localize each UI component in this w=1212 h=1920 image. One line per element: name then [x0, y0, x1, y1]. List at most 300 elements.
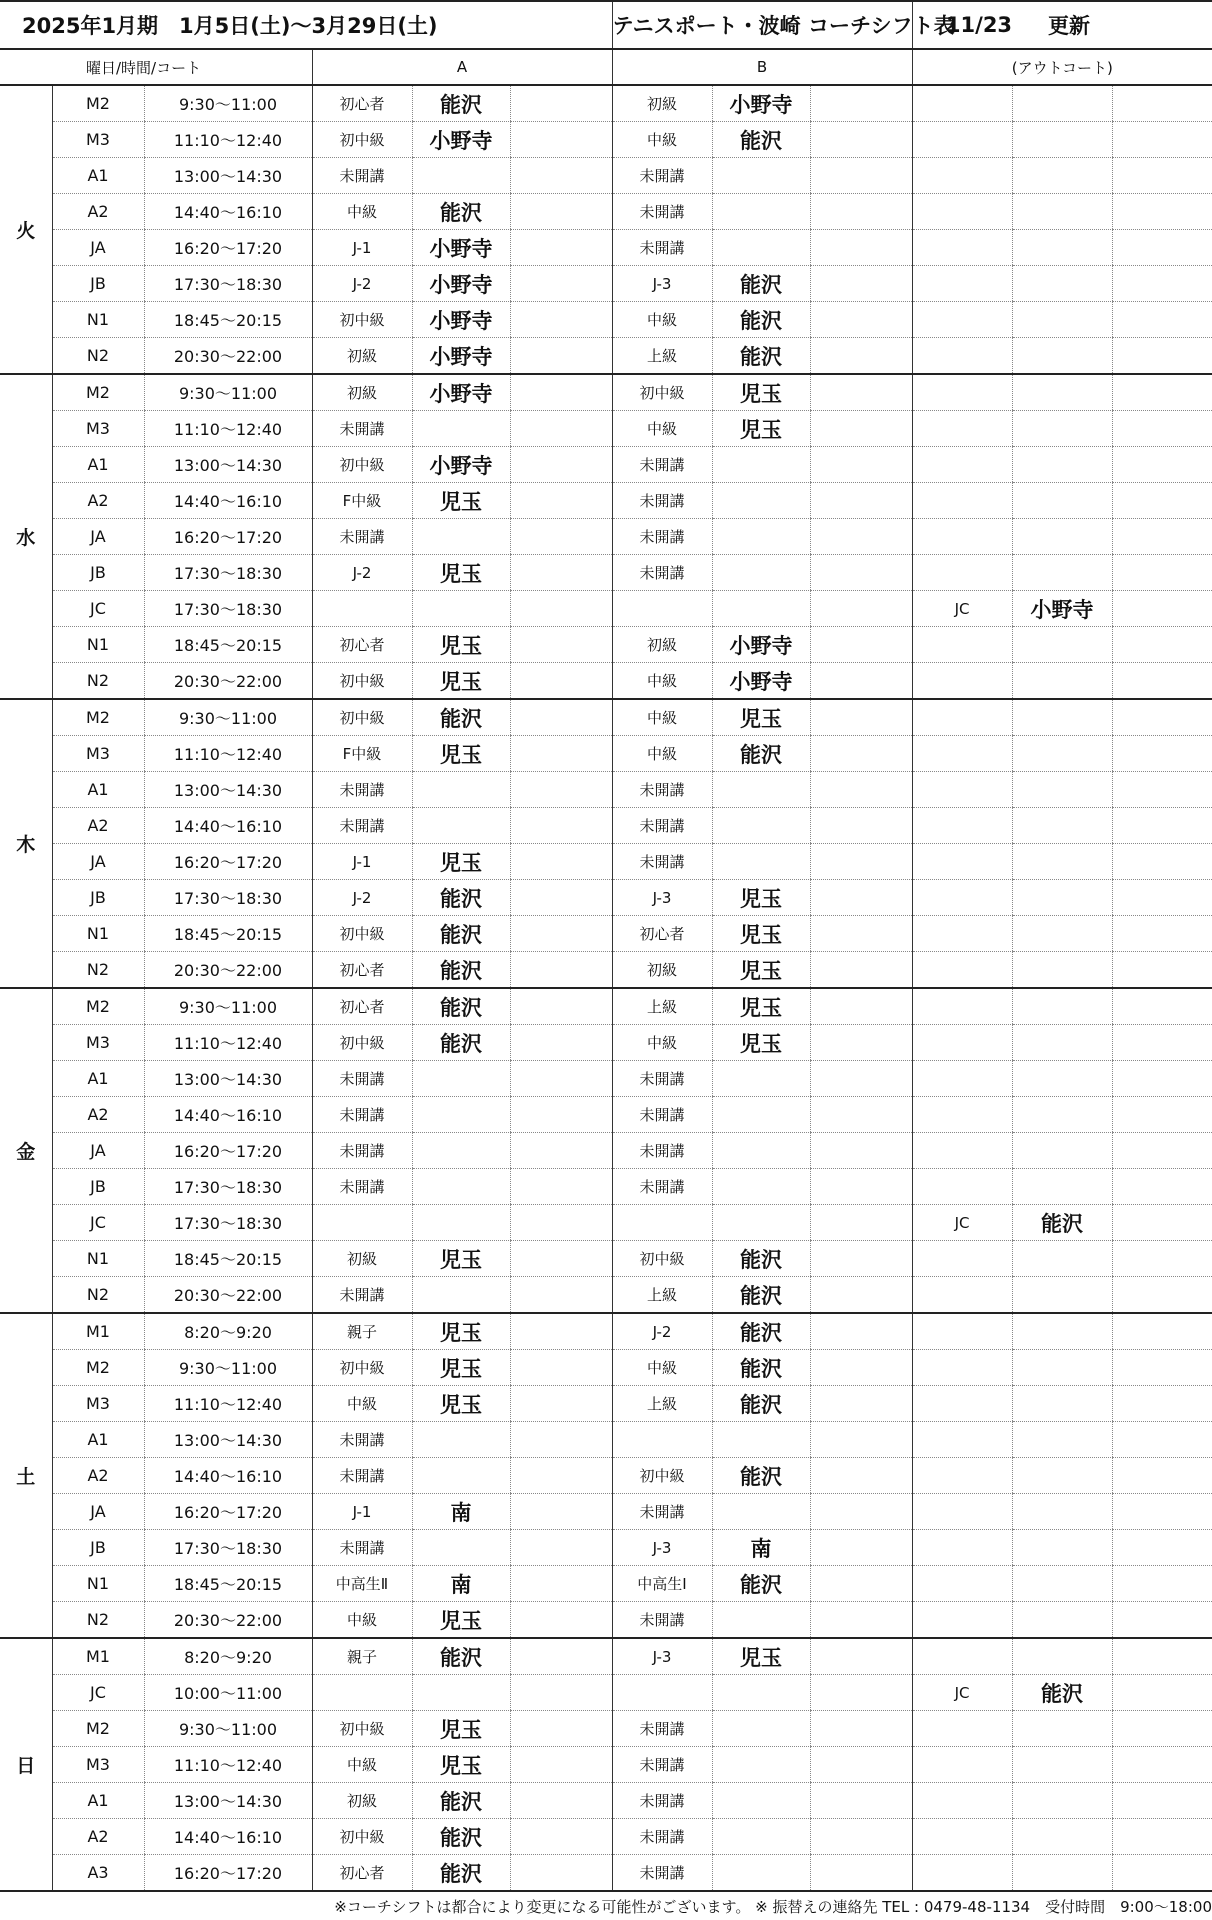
outcourt-spare [1112, 519, 1212, 555]
court-b-coach [712, 1494, 810, 1530]
court-b-spare [810, 1566, 912, 1602]
outcourt-spare [1112, 302, 1212, 338]
court-b-level: 初中級 [612, 1458, 712, 1494]
outcourt-level [912, 483, 1012, 519]
court-b-spare [810, 1819, 912, 1855]
court-a-coach: 児玉 [412, 483, 510, 519]
court-a-spare [510, 302, 612, 338]
court-b-spare [810, 1277, 912, 1314]
court-b-level: 未開講 [612, 158, 712, 194]
schedule-row [0, 1061, 1212, 1097]
outcourt-level [912, 1025, 1012, 1061]
court-a-coach: 児玉 [412, 663, 510, 700]
outcourt-spare [1112, 1855, 1212, 1892]
outcourt-level [912, 1602, 1012, 1639]
outcourt-coach [1012, 1386, 1112, 1422]
outcourt-spare [1112, 627, 1212, 663]
court-b-level [612, 1422, 712, 1458]
court-b-coach: 小野寺 [712, 663, 810, 700]
class-code: N1 [52, 302, 144, 338]
court-b-level: 上級 [612, 1386, 712, 1422]
time-slot: 13:00～14:30 [144, 1783, 312, 1819]
court-a-level: 初級 [312, 1241, 412, 1277]
outcourt-level [912, 1747, 1012, 1783]
court-a-spare [510, 194, 612, 230]
court-b-coach: 南 [712, 1530, 810, 1566]
outcourt-spare [1112, 1747, 1212, 1783]
outcourt-spare [1112, 1241, 1212, 1277]
outcourt-spare [1112, 772, 1212, 808]
court-b-coach: 能沢 [712, 1241, 810, 1277]
court-a-coach: 能沢 [412, 194, 510, 230]
court-a-level: 親子 [312, 1638, 412, 1675]
class-code: A1 [52, 1061, 144, 1097]
court-b-coach: 児玉 [712, 699, 810, 736]
class-code: M2 [52, 85, 144, 122]
class-code: JA [52, 519, 144, 555]
court-b-coach [712, 1061, 810, 1097]
court-b-coach [712, 555, 810, 591]
outcourt-spare [1112, 1313, 1212, 1350]
court-b-coach [712, 1133, 810, 1169]
court-a-coach: 児玉 [412, 555, 510, 591]
outcourt-spare [1112, 85, 1212, 122]
court-b-level: 未開講 [612, 1133, 712, 1169]
schedule-row [0, 230, 1212, 266]
outcourt-level [912, 880, 1012, 916]
outcourt-coach [1012, 1169, 1112, 1205]
outcourt-level [912, 916, 1012, 952]
outcourt-spare [1112, 122, 1212, 158]
class-code: N2 [52, 1602, 144, 1639]
court-b-level: 上級 [612, 988, 712, 1025]
court-b-spare [810, 158, 912, 194]
outcourt-level [912, 1061, 1012, 1097]
outcourt-coach [1012, 411, 1112, 447]
court-a-level: F中級 [312, 736, 412, 772]
outcourt-level [912, 1711, 1012, 1747]
outcourt-spare [1112, 158, 1212, 194]
outcourt-level [912, 1313, 1012, 1350]
outcourt-coach [1012, 1313, 1112, 1350]
outcourt-level [912, 1133, 1012, 1169]
court-a-coach: 小野寺 [412, 302, 510, 338]
court-b-level: 未開講 [612, 1747, 712, 1783]
schedule-row [0, 591, 1212, 627]
class-code: M2 [52, 1711, 144, 1747]
time-slot: 20:30～22:00 [144, 1602, 312, 1639]
court-a-coach: 能沢 [412, 1025, 510, 1061]
court-b-level: 中級 [612, 663, 712, 700]
time-slot: 8:20～9:20 [144, 1313, 312, 1350]
court-a-coach [412, 1133, 510, 1169]
court-b-coach: 児玉 [712, 374, 810, 411]
outcourt-level [912, 158, 1012, 194]
schedule-row [0, 988, 1212, 1025]
time-slot: 8:20～9:20 [144, 1638, 312, 1675]
outcourt-level: JC [912, 591, 1012, 627]
court-a-level: 未開講 [312, 1458, 412, 1494]
outcourt-coach [1012, 1530, 1112, 1566]
outcourt-level [912, 1422, 1012, 1458]
class-code: N2 [52, 663, 144, 700]
time-slot: 14:40～16:10 [144, 1097, 312, 1133]
court-b-spare [810, 1783, 912, 1819]
court-a-level: 中級 [312, 1602, 412, 1639]
outcourt-spare [1112, 916, 1212, 952]
outcourt-coach [1012, 1277, 1112, 1314]
class-code: M2 [52, 988, 144, 1025]
outcourt-coach [1012, 266, 1112, 302]
outcourt-spare [1112, 1386, 1212, 1422]
time-slot: 13:00～14:30 [144, 1061, 312, 1097]
schedule-row [0, 772, 1212, 808]
court-b-spare [810, 1638, 912, 1675]
time-slot: 20:30～22:00 [144, 663, 312, 700]
court-b-level: 上級 [612, 338, 712, 375]
court-a-level: 中級 [312, 194, 412, 230]
court-a-coach [412, 1422, 510, 1458]
court-b-spare [810, 1530, 912, 1566]
outcourt-coach [1012, 1566, 1112, 1602]
outcourt-coach [1012, 483, 1112, 519]
court-a-level: 未開講 [312, 808, 412, 844]
court-a-level: 初中級 [312, 663, 412, 700]
outcourt-spare [1112, 699, 1212, 736]
court-a-coach: 児玉 [412, 1241, 510, 1277]
court-b-spare [810, 555, 912, 591]
outcourt-coach [1012, 1783, 1112, 1819]
class-code: M3 [52, 411, 144, 447]
court-a-coach [412, 1530, 510, 1566]
schedule-row [0, 1133, 1212, 1169]
court-a-spare [510, 338, 612, 375]
day-label: 日 [0, 1638, 52, 1891]
court-a-level: 初中級 [312, 302, 412, 338]
outcourt-level [912, 519, 1012, 555]
outcourt-spare [1112, 1819, 1212, 1855]
class-code: JB [52, 266, 144, 302]
outcourt-spare [1112, 1783, 1212, 1819]
outcourt-spare [1112, 1711, 1212, 1747]
time-slot: 16:20～17:20 [144, 1133, 312, 1169]
schedule-row [0, 1747, 1212, 1783]
outcourt-coach [1012, 772, 1112, 808]
court-a-level: J-1 [312, 1494, 412, 1530]
class-code: M2 [52, 699, 144, 736]
time-slot: 10:00～11:00 [144, 1675, 312, 1711]
court-b-spare [810, 736, 912, 772]
court-b-spare [810, 122, 912, 158]
class-code: A2 [52, 1458, 144, 1494]
court-b-spare [810, 880, 912, 916]
outcourt-coach [1012, 302, 1112, 338]
court-a-spare [510, 447, 612, 483]
court-b-level: J-2 [612, 1313, 712, 1350]
court-a-level [312, 1675, 412, 1711]
schedule-row [0, 627, 1212, 663]
court-b-level: 初級 [612, 85, 712, 122]
court-b-spare [810, 916, 912, 952]
court-a-coach: 能沢 [412, 1783, 510, 1819]
court-b-level [612, 591, 712, 627]
outcourt-coach [1012, 627, 1112, 663]
court-a-spare [510, 1855, 612, 1892]
outcourt-coach [1012, 1711, 1112, 1747]
court-a-level: 未開講 [312, 519, 412, 555]
court-a-spare [510, 374, 612, 411]
court-a-level: 未開講 [312, 1133, 412, 1169]
court-b-level: J-3 [612, 880, 712, 916]
outcourt-coach [1012, 1241, 1112, 1277]
court-b-spare [810, 1675, 912, 1711]
outcourt-spare [1112, 1530, 1212, 1566]
court-a-spare [510, 591, 612, 627]
time-slot: 11:10～12:40 [144, 411, 312, 447]
schedule-row [0, 1602, 1212, 1639]
class-code: JA [52, 1494, 144, 1530]
outcourt-spare [1112, 1205, 1212, 1241]
court-a-coach: 能沢 [412, 1819, 510, 1855]
time-slot: 13:00～14:30 [144, 772, 312, 808]
outcourt-coach [1012, 1097, 1112, 1133]
court-b-coach: 児玉 [712, 1025, 810, 1061]
court-b-spare [810, 302, 912, 338]
class-code: A1 [52, 772, 144, 808]
time-slot: 18:45～20:15 [144, 1566, 312, 1602]
time-slot: 20:30～22:00 [144, 1277, 312, 1314]
schedule-row [0, 194, 1212, 230]
court-b-coach: 能沢 [712, 1313, 810, 1350]
court-b-spare [810, 266, 912, 302]
court-a-coach: 能沢 [412, 1638, 510, 1675]
court-a-level: 初級 [312, 338, 412, 375]
outcourt-coach [1012, 338, 1112, 375]
class-code: M3 [52, 736, 144, 772]
court-b-level: 未開講 [612, 1819, 712, 1855]
time-slot: 13:00～14:30 [144, 447, 312, 483]
outcourt-coach: 小野寺 [1012, 591, 1112, 627]
outcourt-coach [1012, 844, 1112, 880]
outcourt-spare [1112, 844, 1212, 880]
time-slot: 17:30～18:30 [144, 1205, 312, 1241]
court-b-coach: 能沢 [712, 338, 810, 375]
class-code: A2 [52, 194, 144, 230]
court-b-level: J-3 [612, 1530, 712, 1566]
court-b-spare [810, 1711, 912, 1747]
outcourt-level [912, 85, 1012, 122]
class-code: JB [52, 1169, 144, 1205]
schedule-row [0, 85, 1212, 122]
court-a-coach: 小野寺 [412, 230, 510, 266]
outcourt-spare [1112, 988, 1212, 1025]
outcourt-level [912, 447, 1012, 483]
court-a-level: 初心者 [312, 627, 412, 663]
outcourt-level [912, 194, 1012, 230]
court-b-spare [810, 447, 912, 483]
court-b-level: 中級 [612, 736, 712, 772]
court-b-coach: 能沢 [712, 736, 810, 772]
outcourt-level [912, 230, 1012, 266]
court-a-level: 初中級 [312, 122, 412, 158]
court-a-coach: 児玉 [412, 627, 510, 663]
schedule-row [0, 411, 1212, 447]
court-a-coach [412, 808, 510, 844]
time-slot: 16:20～17:20 [144, 1855, 312, 1892]
court-a-spare [510, 1350, 612, 1386]
column-header-outcourt: (アウトコート) [912, 49, 1212, 85]
court-a-coach: 児玉 [412, 1313, 510, 1350]
court-b-level: 未開講 [612, 1602, 712, 1639]
court-a-spare [510, 1169, 612, 1205]
outcourt-spare [1112, 194, 1212, 230]
court-b-level: 未開講 [612, 1169, 712, 1205]
court-b-coach [712, 1711, 810, 1747]
court-b-coach [712, 772, 810, 808]
court-b-coach [712, 1422, 810, 1458]
court-a-level: 未開講 [312, 1530, 412, 1566]
update-date: 11/23 [912, 1, 1012, 49]
court-a-level: 未開講 [312, 1422, 412, 1458]
court-a-spare [510, 1711, 612, 1747]
outcourt-level: JC [912, 1205, 1012, 1241]
court-a-spare [510, 519, 612, 555]
court-a-coach [412, 1205, 510, 1241]
class-code: JC [52, 591, 144, 627]
court-a-spare [510, 158, 612, 194]
court-a-coach: 能沢 [412, 952, 510, 989]
court-a-level: 初級 [312, 374, 412, 411]
outcourt-level [912, 1819, 1012, 1855]
outcourt-level [912, 772, 1012, 808]
schedule-row [0, 1819, 1212, 1855]
schedule-row [0, 447, 1212, 483]
outcourt-coach [1012, 519, 1112, 555]
court-a-level: J-2 [312, 880, 412, 916]
court-a-spare [510, 880, 612, 916]
court-b-level: 初中級 [612, 1241, 712, 1277]
court-a-level: 初級 [312, 1783, 412, 1819]
outcourt-coach [1012, 1422, 1112, 1458]
court-a-spare [510, 1241, 612, 1277]
time-slot: 14:40～16:10 [144, 1458, 312, 1494]
court-b-level: 未開講 [612, 230, 712, 266]
court-a-spare [510, 1819, 612, 1855]
outcourt-spare [1112, 1169, 1212, 1205]
court-b-spare [810, 1494, 912, 1530]
court-a-spare [510, 1530, 612, 1566]
court-b-coach [712, 1675, 810, 1711]
court-a-level: J-2 [312, 266, 412, 302]
court-b-spare [810, 699, 912, 736]
court-b-coach [712, 230, 810, 266]
time-slot: 18:45～20:15 [144, 916, 312, 952]
court-a-level: 初中級 [312, 1819, 412, 1855]
court-a-coach [412, 1458, 510, 1494]
outcourt-coach [1012, 880, 1112, 916]
court-b-spare [810, 1169, 912, 1205]
court-a-coach: 児玉 [412, 1350, 510, 1386]
time-slot: 16:20～17:20 [144, 1494, 312, 1530]
column-header-a: A [312, 49, 612, 85]
court-a-level: 初心者 [312, 85, 412, 122]
time-slot: 9:30～11:00 [144, 1711, 312, 1747]
court-b-level: 初中級 [612, 374, 712, 411]
time-slot: 14:40～16:10 [144, 1819, 312, 1855]
court-b-spare [810, 1350, 912, 1386]
court-b-spare [810, 1061, 912, 1097]
outcourt-level [912, 338, 1012, 375]
outcourt-spare [1112, 1133, 1212, 1169]
time-slot: 14:40～16:10 [144, 483, 312, 519]
court-a-spare [510, 844, 612, 880]
schedule-row [0, 1205, 1212, 1241]
court-a-spare [510, 1566, 612, 1602]
column-header-b: B [612, 49, 912, 85]
court-b-level: 中級 [612, 122, 712, 158]
court-a-spare [510, 1602, 612, 1639]
court-a-spare [510, 1313, 612, 1350]
court-a-level: 初中級 [312, 447, 412, 483]
time-slot: 18:45～20:15 [144, 1241, 312, 1277]
court-b-level: 未開講 [612, 1061, 712, 1097]
court-b-spare [810, 772, 912, 808]
schedule-row [0, 1711, 1212, 1747]
schedule-row [0, 1169, 1212, 1205]
outcourt-spare [1112, 808, 1212, 844]
time-slot: 17:30～18:30 [144, 1530, 312, 1566]
outcourt-level [912, 1638, 1012, 1675]
outcourt-spare [1112, 1458, 1212, 1494]
time-slot: 11:10～12:40 [144, 1025, 312, 1061]
court-b-coach [712, 1097, 810, 1133]
schedule-row [0, 916, 1212, 952]
class-code: JC [52, 1205, 144, 1241]
court-b-coach: 小野寺 [712, 85, 810, 122]
court-a-spare [510, 1061, 612, 1097]
court-b-coach [712, 1783, 810, 1819]
court-a-level: 未開講 [312, 1061, 412, 1097]
class-code: N1 [52, 1241, 144, 1277]
court-a-coach: 能沢 [412, 916, 510, 952]
court-b-spare [810, 374, 912, 411]
class-code: JA [52, 844, 144, 880]
court-b-level: 中級 [612, 302, 712, 338]
class-code: M2 [52, 374, 144, 411]
court-b-level: 未開講 [612, 1097, 712, 1133]
court-b-coach: 能沢 [712, 122, 810, 158]
class-code: M1 [52, 1638, 144, 1675]
court-b-spare [810, 591, 912, 627]
class-code: N2 [52, 338, 144, 375]
outcourt-coach [1012, 1819, 1112, 1855]
court-b-level: 中級 [612, 1350, 712, 1386]
outcourt-level [912, 808, 1012, 844]
schedule-row [0, 483, 1212, 519]
court-b-level: J-3 [612, 1638, 712, 1675]
court-a-coach [412, 1061, 510, 1097]
court-a-coach: 児玉 [412, 1386, 510, 1422]
court-a-coach: 小野寺 [412, 374, 510, 411]
court-a-spare [510, 916, 612, 952]
court-a-coach [412, 1675, 510, 1711]
outcourt-level [912, 1169, 1012, 1205]
court-a-spare [510, 1458, 612, 1494]
court-b-spare [810, 627, 912, 663]
court-a-spare [510, 1205, 612, 1241]
court-a-spare [510, 1638, 612, 1675]
court-b-coach: 児玉 [712, 411, 810, 447]
